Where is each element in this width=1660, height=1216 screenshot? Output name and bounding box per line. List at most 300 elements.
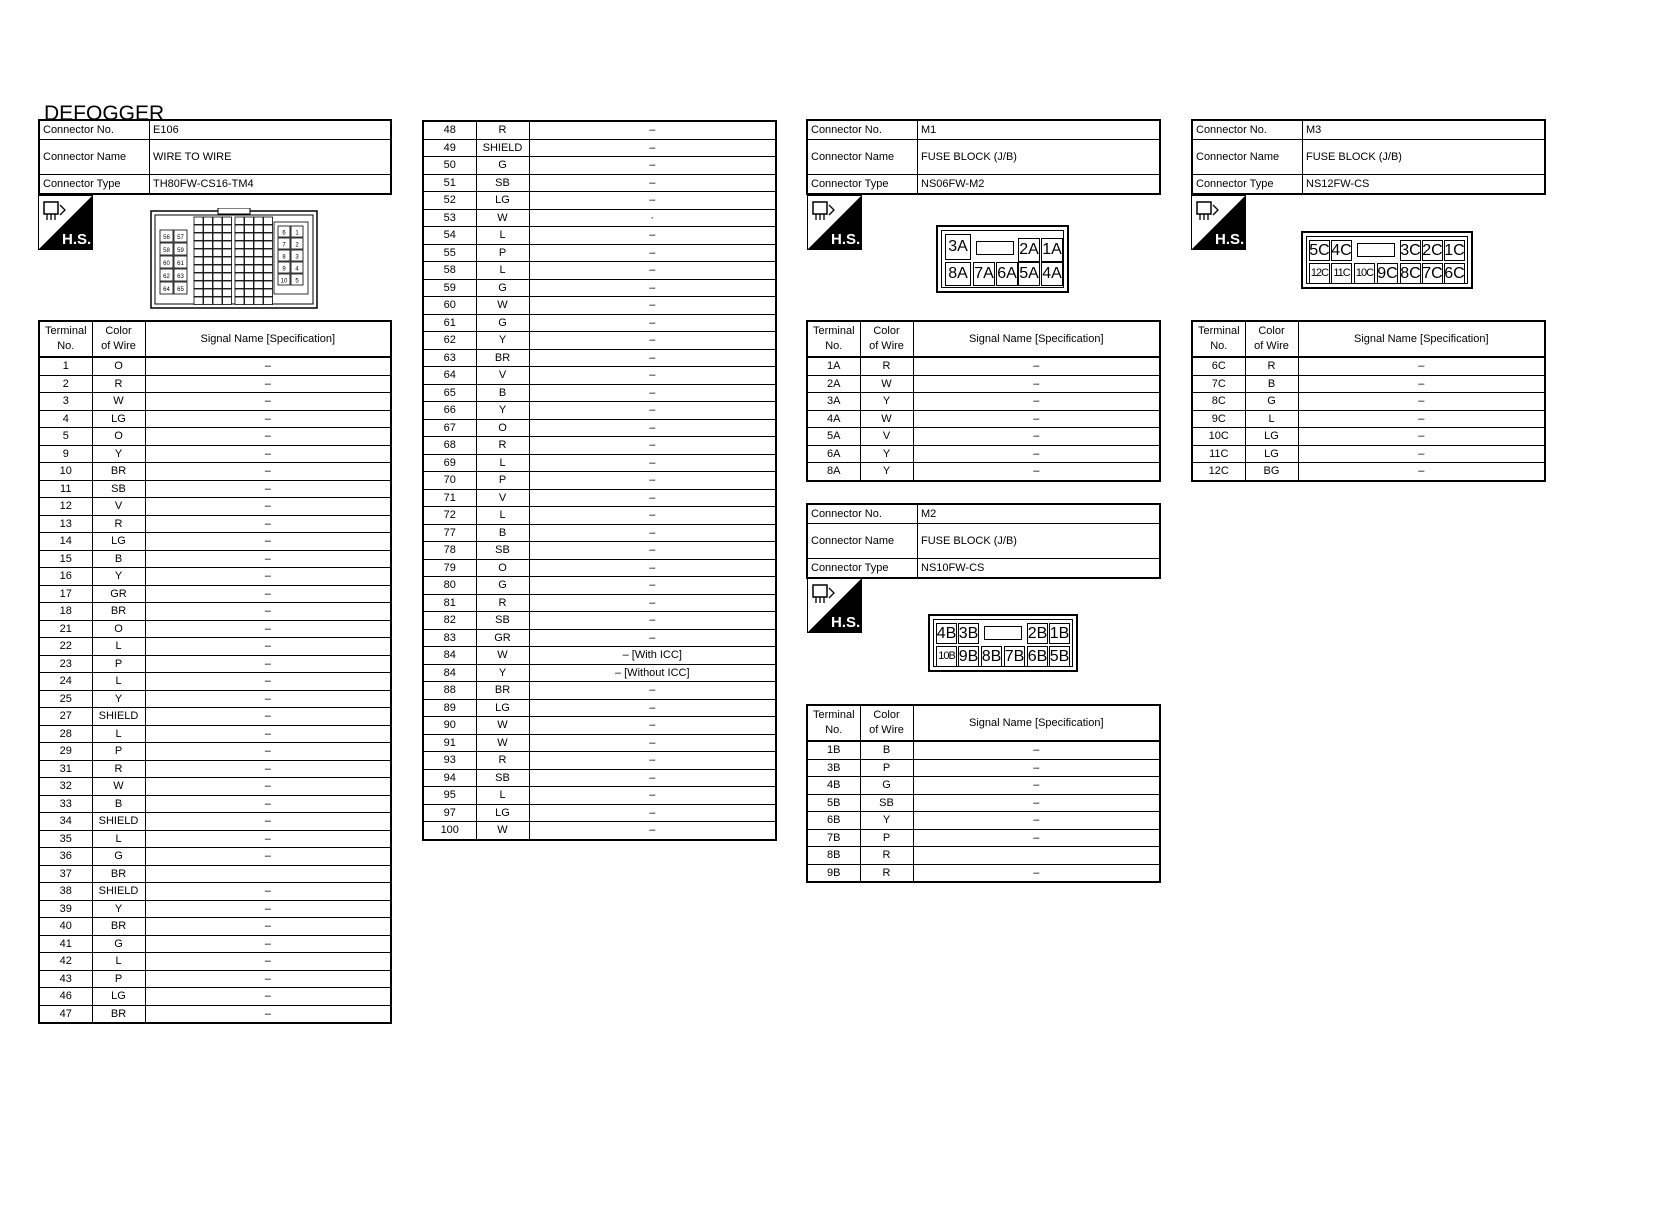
table-row — [39, 357, 391, 375]
terminal-no-cell: 78 — [423, 542, 476, 560]
table-row — [807, 375, 1160, 393]
wire-color-cell: G — [476, 314, 529, 332]
table-row — [1192, 393, 1545, 411]
signal-name-cell: – — [529, 121, 776, 139]
signal-name-cell: – [Without ICC] — [529, 664, 776, 682]
cavity-3A: 3A — [945, 234, 971, 260]
wire-color-cell: Y — [92, 445, 145, 463]
signal-name-cell: – — [913, 759, 1160, 777]
signal-name-cell: – — [913, 463, 1160, 481]
terminal-no-cell: 29 — [39, 743, 92, 761]
table-row — [39, 813, 391, 831]
connector-no-value: M1 — [918, 120, 1161, 140]
col-signal-header: Signal Name [Specification] — [913, 321, 1160, 357]
signal-name-cell: – — [145, 970, 391, 988]
cavity-key — [984, 626, 1022, 640]
e106-pin-label: 2 — [295, 242, 299, 249]
wire-color-cell: L — [92, 638, 145, 656]
wire-color-cell: Y — [476, 332, 529, 350]
col-terminal-header: Terminal No. — [807, 321, 860, 357]
terminal-no-cell: 65 — [423, 384, 476, 402]
signal-name-cell: – — [145, 655, 391, 673]
terminal-no-cell: 9C — [1192, 410, 1245, 428]
e106-pin-label: 58 — [163, 248, 170, 254]
terminal-no-cell: 49 — [423, 139, 476, 157]
table-row — [423, 787, 776, 805]
terminal-no-cell: 14 — [39, 533, 92, 551]
terminal-no-cell: 1A — [807, 357, 860, 375]
table-row — [423, 244, 776, 262]
table-row — [39, 865, 391, 883]
cavity-5C: 5C — [1309, 240, 1330, 261]
cavity-5A: 5A — [1018, 262, 1040, 286]
wire-color-cell: W — [92, 778, 145, 796]
terminal-no-cell: 69 — [423, 454, 476, 472]
wire-color-cell: R — [92, 515, 145, 533]
table-row — [423, 174, 776, 192]
col-color-header: Color of Wire — [1245, 321, 1298, 357]
signal-name-cell: – — [145, 463, 391, 481]
table-row — [423, 629, 776, 647]
terminal-no-cell: 2A — [807, 375, 860, 393]
signal-name-cell: – — [145, 690, 391, 708]
terminal-no-cell: 72 — [423, 507, 476, 525]
terminal-no-cell: 89 — [423, 699, 476, 717]
wire-color-cell: B — [860, 741, 913, 759]
terminal-no-cell: 95 — [423, 787, 476, 805]
signal-name-cell: – — [529, 804, 776, 822]
table-row — [423, 402, 776, 420]
connector-type-label: Connector Type — [1192, 175, 1303, 195]
signal-name-cell: – — [913, 410, 1160, 428]
table-row — [423, 577, 776, 595]
signal-name-cell: – — [913, 864, 1160, 882]
e106-pin-label: 62 — [163, 274, 170, 280]
signal-name-cell: – — [529, 297, 776, 315]
signal-name-cell — [145, 865, 391, 883]
e106-pin-label: 5 — [295, 278, 299, 285]
table-row — [39, 795, 391, 813]
table-row — [807, 864, 1160, 882]
signal-name-cell: – — [529, 279, 776, 297]
signal-name-cell: – — [529, 769, 776, 787]
signal-name-cell: – — [145, 673, 391, 691]
signal-name-cell: – — [529, 612, 776, 630]
cavity-6A: 6A — [996, 262, 1018, 286]
terminal-no-cell: 9 — [39, 445, 92, 463]
signal-name-cell: – — [913, 375, 1160, 393]
signal-name-cell: – — [145, 498, 391, 516]
signal-name-cell: – — [529, 507, 776, 525]
connector-type-label: Connector Type — [39, 175, 150, 195]
table-row — [39, 428, 391, 446]
cavity-2C: 2C — [1422, 240, 1443, 261]
signal-name-cell: – — [1298, 410, 1545, 428]
terminal-no-cell: 8A — [807, 463, 860, 481]
terminal-no-cell: 3 — [39, 393, 92, 411]
e106-pin-label: 8 — [282, 254, 286, 261]
m3-terminal-table — [1191, 320, 1546, 482]
table-row — [423, 384, 776, 402]
connector-no-value: M3 — [1303, 120, 1546, 140]
table-row — [39, 375, 391, 393]
table-row — [39, 900, 391, 918]
wire-color-cell: Y — [92, 690, 145, 708]
wire-color-cell: SHIELD — [92, 813, 145, 831]
table-row — [39, 533, 391, 551]
wire-color-cell: BR — [92, 1005, 145, 1023]
terminal-no-cell: 64 — [423, 367, 476, 385]
signal-name-cell: – — [145, 550, 391, 568]
signal-name-cell: – — [1298, 357, 1545, 375]
wire-color-cell: B — [92, 550, 145, 568]
cavity-7C: 7C — [1422, 263, 1443, 284]
wire-color-cell: R — [476, 594, 529, 612]
wire-color-cell: LG — [92, 410, 145, 428]
signal-name-cell: – — [913, 357, 1160, 375]
wire-color-cell: SB — [476, 174, 529, 192]
table-row — [423, 419, 776, 437]
wire-color-cell: W — [476, 822, 529, 840]
terminal-no-cell: 48 — [423, 121, 476, 139]
signal-name-cell: – — [529, 594, 776, 612]
signal-name-cell: – — [529, 314, 776, 332]
wire-color-cell: G — [476, 577, 529, 595]
wire-color-cell: L — [476, 507, 529, 525]
connector-type-value: NS10FW-CS — [918, 559, 1161, 579]
terminal-no-cell: 59 — [423, 279, 476, 297]
table-row — [423, 734, 776, 752]
m2-connector-face-diagram — [928, 614, 1078, 672]
terminal-no-cell: 70 — [423, 472, 476, 490]
signal-name-cell: – — [529, 402, 776, 420]
table-row — [423, 121, 776, 139]
table-row — [39, 515, 391, 533]
wire-color-cell: B — [1245, 375, 1298, 393]
cavity-1C: 1C — [1444, 240, 1465, 261]
wire-color-cell: R — [860, 864, 913, 882]
table-row — [39, 778, 391, 796]
connector-type-value: NS06FW-M2 — [918, 175, 1161, 195]
terminal-no-cell: 42 — [39, 953, 92, 971]
col-terminal-header: Terminal No. — [1192, 321, 1245, 357]
wire-color-cell: SB — [92, 480, 145, 498]
cavity-2A: 2A — [1018, 238, 1040, 262]
wire-color-cell: LG — [476, 804, 529, 822]
wire-color-cell: R — [92, 375, 145, 393]
wire-color-cell: R — [1245, 357, 1298, 375]
wire-color-cell: Y — [860, 393, 913, 411]
terminal-no-cell: 8C — [1192, 393, 1245, 411]
signal-name-cell: – — [145, 568, 391, 586]
connector-no-value: E106 — [150, 120, 392, 140]
e106-pin-label: 57 — [177, 235, 184, 241]
terminal-no-cell: 5 — [39, 428, 92, 446]
table-row — [423, 157, 776, 175]
terminal-no-cell: 33 — [39, 795, 92, 813]
signal-name-cell: – — [529, 489, 776, 507]
table-row — [423, 699, 776, 717]
terminal-no-cell: 54 — [423, 227, 476, 245]
wire-color-cell: SB — [476, 612, 529, 630]
terminal-no-cell: 12 — [39, 498, 92, 516]
terminal-no-cell: 53 — [423, 209, 476, 227]
terminal-no-cell: 50 — [423, 157, 476, 175]
terminal-no-cell: 61 — [423, 314, 476, 332]
wire-color-cell: BR — [476, 349, 529, 367]
table-row — [39, 760, 391, 778]
terminal-no-cell: 17 — [39, 585, 92, 603]
table-row — [423, 542, 776, 560]
terminal-no-cell: 36 — [39, 848, 92, 866]
wire-color-cell: G — [1245, 393, 1298, 411]
table-row — [423, 297, 776, 315]
terminal-no-cell: 37 — [39, 865, 92, 883]
cavity-8B: 8B — [981, 646, 1002, 667]
e106-pin-label: 4 — [295, 266, 299, 273]
wire-color-cell: SHIELD — [92, 708, 145, 726]
cavity-11C: 11C — [1331, 263, 1352, 284]
m1-terminal-table — [806, 320, 1161, 482]
terminal-no-cell: 13 — [39, 515, 92, 533]
m3-connector-face-diagram — [1301, 231, 1473, 289]
wire-color-cell: L — [476, 227, 529, 245]
signal-name-cell: – — [145, 515, 391, 533]
wire-color-cell: LG — [1245, 428, 1298, 446]
terminal-no-cell: 6B — [807, 812, 860, 830]
terminal-no-cell: 8B — [807, 847, 860, 865]
connector-info-m3 — [1191, 119, 1546, 195]
wire-color-cell: R — [860, 847, 913, 865]
signal-name-cell: – — [145, 375, 391, 393]
connector-name-value: FUSE BLOCK (J/B) — [1303, 140, 1546, 175]
terminal-no-cell: 82 — [423, 612, 476, 630]
table-row — [1192, 428, 1545, 446]
signal-name-cell: – — [529, 822, 776, 840]
signal-name-cell: – — [145, 357, 391, 375]
table-row — [39, 918, 391, 936]
connector-type-value: NS12FW-CS — [1303, 175, 1546, 195]
cavity-1B: 1B — [1049, 623, 1070, 644]
signal-name-cell: – — [145, 1005, 391, 1023]
terminal-no-cell: 84 — [423, 647, 476, 665]
terminal-no-cell: 6A — [807, 445, 860, 463]
signal-name-cell: – — [913, 777, 1160, 795]
table-row — [423, 559, 776, 577]
terminal-no-cell: 47 — [39, 1005, 92, 1023]
table-row — [423, 367, 776, 385]
signal-name-cell: – [With ICC] — [529, 647, 776, 665]
cavity-key — [1357, 243, 1395, 257]
terminal-no-cell: 11 — [39, 480, 92, 498]
table-row — [39, 445, 391, 463]
connector-info-e106 — [38, 119, 392, 195]
e106-pin-label: 10 — [280, 278, 288, 285]
signal-name-cell: – — [145, 620, 391, 638]
table-row — [39, 603, 391, 621]
signal-name-cell: – — [529, 262, 776, 280]
wire-color-cell: G — [476, 157, 529, 175]
wire-color-cell: R — [476, 752, 529, 770]
terminal-no-cell: 4A — [807, 410, 860, 428]
signal-name-cell: – — [529, 559, 776, 577]
wire-color-cell: L — [92, 725, 145, 743]
signal-name-cell: – — [529, 717, 776, 735]
signal-name-cell: – — [145, 813, 391, 831]
connector-type-label: Connector Type — [807, 559, 918, 579]
terminal-no-cell: 80 — [423, 577, 476, 595]
table-row — [39, 883, 391, 901]
signal-name-cell: – — [913, 445, 1160, 463]
terminal-no-cell: 39 — [39, 900, 92, 918]
cavity-7B: 7B — [1004, 646, 1025, 667]
table-row — [1192, 357, 1545, 375]
terminal-no-cell: 94 — [423, 769, 476, 787]
cavity-8C: 8C — [1400, 263, 1421, 284]
cavity-5B: 5B — [1049, 646, 1070, 667]
wire-color-cell: G — [92, 935, 145, 953]
signal-name-cell: – — [529, 227, 776, 245]
wire-color-cell: L — [92, 673, 145, 691]
cavity-12C: 12C — [1309, 263, 1330, 284]
e106-pin-label: 3 — [295, 254, 299, 261]
table-row — [423, 437, 776, 455]
signal-name-cell: – — [529, 752, 776, 770]
terminal-no-cell: 1 — [39, 357, 92, 375]
table-row — [807, 829, 1160, 847]
m1-connector-face-diagram — [936, 225, 1069, 293]
table-row — [39, 550, 391, 568]
wire-color-cell: L — [476, 787, 529, 805]
wire-color-cell: W — [476, 717, 529, 735]
hs-badge-text: H.S. — [831, 231, 861, 248]
table-row — [423, 804, 776, 822]
wire-color-cell: L — [92, 953, 145, 971]
e106-pin-label: 6 — [282, 230, 286, 237]
terminal-no-cell: 90 — [423, 717, 476, 735]
signal-name-cell: – — [913, 741, 1160, 759]
e106-pin-label: 64 — [163, 287, 170, 293]
table-row — [807, 428, 1160, 446]
connector-name-label: Connector Name — [807, 524, 918, 559]
signal-name-cell: – — [529, 524, 776, 542]
table-row — [39, 410, 391, 428]
cavity-4B: 4B — [936, 623, 957, 644]
cavity-4C: 4C — [1331, 240, 1352, 261]
table-row — [423, 227, 776, 245]
connector-name-value: FUSE BLOCK (J/B) — [918, 140, 1161, 175]
signal-name-cell: – — [529, 437, 776, 455]
wire-color-cell: W — [92, 393, 145, 411]
connector-name-label: Connector Name — [807, 140, 918, 175]
wire-color-cell: O — [476, 419, 529, 437]
signal-name-cell: – — [145, 638, 391, 656]
wire-color-cell: W — [476, 734, 529, 752]
wire-color-cell: L — [476, 262, 529, 280]
terminal-no-cell: 1B — [807, 741, 860, 759]
terminal-no-cell: 31 — [39, 760, 92, 778]
terminal-no-cell: 83 — [423, 629, 476, 647]
wire-color-cell: P — [92, 970, 145, 988]
table-row — [423, 612, 776, 630]
signal-name-cell: – — [529, 192, 776, 210]
e106-connector-face-diagram — [150, 208, 320, 313]
cavity-9B: 9B — [958, 646, 979, 667]
cavity-7A: 7A — [973, 262, 995, 286]
wire-color-cell: LG — [92, 533, 145, 551]
terminal-no-cell: 67 — [423, 419, 476, 437]
table-row — [423, 769, 776, 787]
wire-color-cell: W — [476, 647, 529, 665]
wire-color-cell: LG — [92, 988, 145, 1006]
terminal-no-cell: 62 — [423, 332, 476, 350]
signal-name-cell: – — [1298, 375, 1545, 393]
terminal-no-cell: 68 — [423, 437, 476, 455]
wire-color-cell: LG — [476, 192, 529, 210]
terminal-no-cell: 41 — [39, 935, 92, 953]
connector-no-label: Connector No. — [807, 120, 918, 140]
cavity-1A: 1A — [1041, 238, 1063, 262]
signal-name-cell: – — [529, 139, 776, 157]
hs-badge-text: H.S. — [1215, 231, 1245, 248]
terminal-no-cell: 4B — [807, 777, 860, 795]
table-row — [39, 953, 391, 971]
wire-color-cell: B — [476, 524, 529, 542]
table-row — [39, 935, 391, 953]
terminal-no-cell: 5B — [807, 794, 860, 812]
connector-info-m2 — [806, 503, 1161, 579]
table-row — [39, 568, 391, 586]
wire-color-cell: R — [476, 121, 529, 139]
wire-color-cell: BG — [1245, 463, 1298, 481]
wire-color-cell: P — [92, 655, 145, 673]
signal-name-cell: – — [145, 900, 391, 918]
signal-name-cell: – — [145, 428, 391, 446]
signal-name-cell: – — [529, 244, 776, 262]
terminal-no-cell: 6C — [1192, 357, 1245, 375]
table-row — [423, 822, 776, 840]
table-row — [1192, 375, 1545, 393]
col-signal-header: Signal Name [Specification] — [913, 705, 1160, 741]
table-row — [39, 988, 391, 1006]
e106-pin-label: 7 — [282, 242, 286, 249]
wire-color-cell: SHIELD — [476, 139, 529, 157]
col-terminal-header: Terminal No. — [807, 705, 860, 741]
terminal-no-cell: 84 — [423, 664, 476, 682]
wire-color-cell: Y — [476, 402, 529, 420]
wire-color-cell: B — [476, 384, 529, 402]
table-row — [39, 970, 391, 988]
terminal-no-cell: 23 — [39, 655, 92, 673]
signal-name-cell: – — [145, 480, 391, 498]
cavity-2B: 2B — [1027, 623, 1048, 644]
signal-name-cell: – — [529, 384, 776, 402]
terminal-no-cell: 10 — [39, 463, 92, 481]
terminal-no-cell: 11C — [1192, 445, 1245, 463]
terminal-no-cell: 28 — [39, 725, 92, 743]
terminal-no-cell: 88 — [423, 682, 476, 700]
table-row — [807, 445, 1160, 463]
wire-color-cell: SB — [476, 542, 529, 560]
terminal-no-cell: 10C — [1192, 428, 1245, 446]
terminal-no-cell: 21 — [39, 620, 92, 638]
connector-name-value: WIRE TO WIRE — [150, 140, 392, 175]
e106-terminal-table — [38, 320, 392, 1024]
wire-color-cell: P — [860, 759, 913, 777]
table-row — [807, 759, 1160, 777]
wire-color-cell: W — [476, 209, 529, 227]
table-row — [423, 507, 776, 525]
